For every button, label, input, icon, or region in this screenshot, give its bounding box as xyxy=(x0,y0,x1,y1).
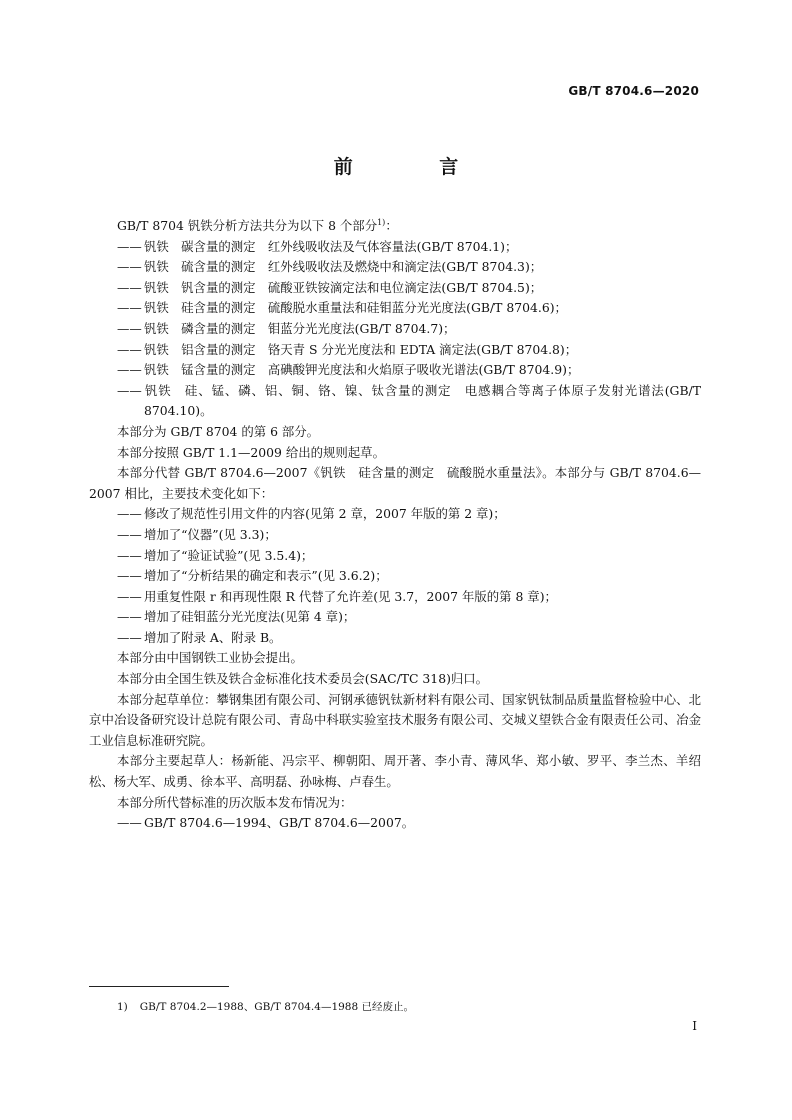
text: 增加了“仪器”(见 3.3)； xyxy=(144,526,277,542)
list-item xyxy=(89,278,701,299)
list-item xyxy=(89,566,701,587)
footnote-divider xyxy=(89,986,229,987)
footnote-text: GB/T 8704.2—1988、GB/T 8704.4—1988 已经废止。 xyxy=(139,1001,415,1013)
text: 钒铁 钒含量的测定 硫酸亚铁铵滴定法和电位滴定法(GB/T 8704.5)； xyxy=(144,279,543,295)
paragraph xyxy=(89,422,701,443)
list-item xyxy=(89,546,701,567)
list-item xyxy=(89,381,701,422)
paragraph xyxy=(89,669,701,690)
text: 钒铁 铝含量的测定 铬天青 S 分光光度法和 EDTA 滴定法(GB/T 8704.8)； xyxy=(144,341,578,357)
standard-code: GB/T 8704.6—2020 xyxy=(568,84,699,98)
text: 本部分按照 GB/T 1.1—2009 给出的规则起草。 xyxy=(117,444,385,460)
text: 增加了硅钼蓝分光光度法(见第 4 章)； xyxy=(144,609,356,625)
foreword-body xyxy=(89,216,701,834)
paragraph xyxy=(89,443,701,464)
list-item xyxy=(89,587,701,608)
text: 本部分主要起草人：杨新能、冯宗平、柳朝阳、周开著、李小青、薄风华、郑小敏、罗平、李兰杰、羊绍松、杨大军、成勇、徐本平、高明磊、孙咏梅、卢春生。 xyxy=(89,753,701,790)
text: 本部分代替 GB/T 8704.6—2007《钒铁 硅含量的测定 硫酸脱水重量法》。本部分与 GB/T 8704.6—2007 相比，主要技术变化如下： xyxy=(89,465,701,501)
footnote-ref: 1) xyxy=(377,217,386,227)
text: 钒铁 锰含量的测定 高碘酸钾光度法和火焰原子吸收光谱法(GB/T 8704.9)； xyxy=(144,362,580,378)
list-item xyxy=(89,813,701,834)
text: 用重复性限 r 和再现性限 R 代替了允许差(见 3.7，2007 年版的第 8 章)； xyxy=(144,588,557,604)
list-item xyxy=(89,360,701,381)
paragraph xyxy=(89,793,701,814)
dash-mark: —— xyxy=(117,300,142,316)
dash-mark: —— xyxy=(117,629,142,645)
dash-mark: —— xyxy=(117,279,142,295)
list-item xyxy=(89,607,701,628)
list-item xyxy=(89,298,701,319)
dash-mark: —— xyxy=(117,568,142,584)
dash-mark: —— xyxy=(117,506,142,522)
dash-mark: —— xyxy=(117,547,142,563)
dash-mark: —— xyxy=(117,259,142,275)
text: 本部分由全国生铁及铁合金标准化技术委员会(SAC/TC 318)归口。 xyxy=(117,671,489,687)
list-item xyxy=(89,319,701,340)
list-item xyxy=(89,257,701,278)
text: 修改了规范性引用文件的内容(见第 2 章，2007 年版的第 2 章)； xyxy=(144,506,506,522)
dash-mark: —— xyxy=(117,609,142,625)
paragraph xyxy=(89,648,701,669)
dash-mark: —— xyxy=(117,815,142,831)
footnote-mark: 1) xyxy=(117,1001,128,1013)
text: 本部分由中国钢铁工业协会提出。 xyxy=(117,650,303,666)
footnote xyxy=(117,999,414,1014)
text: 钒铁 硅含量的测定 硫酸脱水重量法和硅钼蓝分光光度法(GB/T 8704.6)； xyxy=(144,300,567,316)
text-tail: ： xyxy=(385,218,398,233)
paragraph xyxy=(89,463,701,504)
text: 本部分为 GB/T 8704 的第 6 部分。 xyxy=(117,423,320,439)
text: GB/T 8704.6—1994、GB/T 8704.6—2007。 xyxy=(144,815,415,831)
text: 增加了附录 A、附录 B。 xyxy=(144,629,282,645)
text: 钒铁 硅、锰、磷、铝、铜、铬、镍、钛含量的测定 电感耦合等离子体原子发射光谱法(GB/T 8704.10)。 xyxy=(144,382,701,419)
text: 钒铁 磷含量的测定 钼蓝分光光度法(GB/T 8704.7)； xyxy=(144,320,456,336)
list-item xyxy=(89,340,701,361)
list-item xyxy=(89,504,701,525)
list-item xyxy=(89,237,701,258)
paragraph xyxy=(89,690,701,752)
dash-mark: —— xyxy=(117,588,142,604)
dash-mark: —— xyxy=(117,362,142,378)
text: 钒铁 硫含量的测定 红外线吸收法及燃烧中和滴定法(GB/T 8704.3)； xyxy=(144,259,543,275)
text: 本部分起草单位：攀钢集团有限公司、河钢承德钒钛新材料有限公司、国家钒钛制品质量监督检验中心、北京中冶设备研究设计总院有限公司、青岛中科联实验室技术服务有限公司、交城义望铁合金有限责任公司、冶金工业信息标准研究院。 xyxy=(89,691,701,748)
dash-mark: —— xyxy=(117,341,142,357)
text: 钒铁 碳含量的测定 红外线吸收法及气体容量法(GB/T 8704.1)； xyxy=(144,238,518,254)
paragraph xyxy=(89,216,701,237)
list-item xyxy=(89,525,701,546)
page-title: 前 言 xyxy=(333,156,499,178)
text: 本部分所代替标准的历次版本发布情况为： xyxy=(117,794,353,810)
text: 增加了“分析结果的确定和表示”(见 3.6.2)； xyxy=(144,568,388,584)
dash-mark: —— xyxy=(117,382,142,398)
dash-mark: —— xyxy=(117,238,142,254)
dash-mark: —— xyxy=(117,526,142,542)
text: GB/T 8704 钒铁分析方法共分为以下 8 个部分 xyxy=(117,218,378,233)
list-item xyxy=(89,628,701,649)
page-number: I xyxy=(692,1019,697,1033)
dash-mark: —— xyxy=(117,320,142,336)
text: 增加了“验证试验”(见 3.5.4)； xyxy=(144,547,314,563)
paragraph xyxy=(89,751,701,792)
